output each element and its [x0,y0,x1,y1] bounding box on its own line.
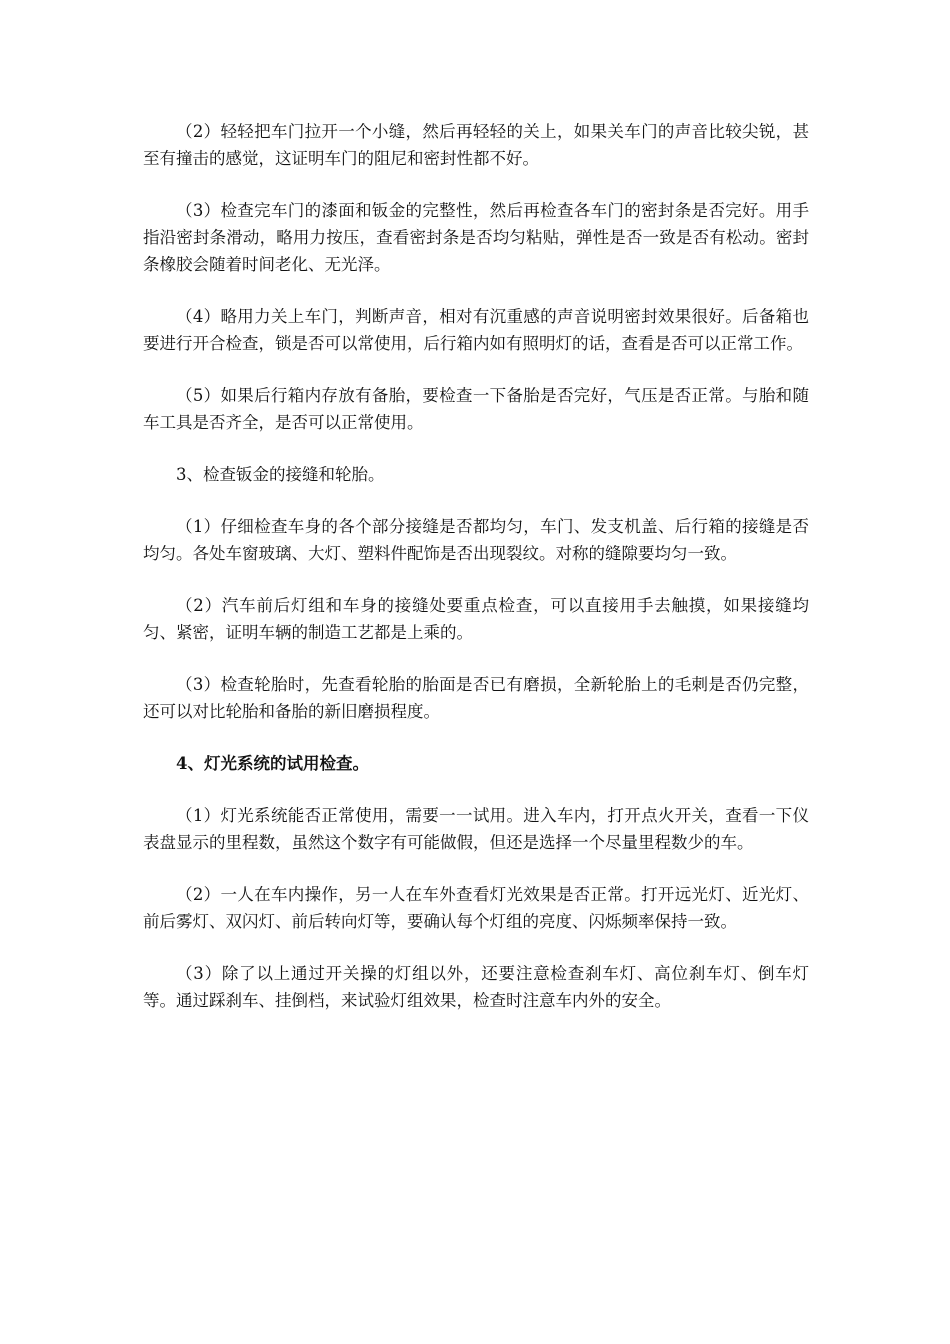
section-heading-lighting: 4、灯光系统的试用检查。 [176,754,369,773]
paragraph-body-seams: （1）仔细检查车身的各个部分接缝是否都均匀，车门、发支机盖、后行箱的接缝是否均匀。各处车窗玻璃、大灯、塑料件配饰是否出现裂纹。对称的缝隙要均匀一致。 [143,517,809,563]
paragraph-trunk-check: （4）略用力关上车门，判断声音，相对有沉重感的声音说明密封效果很好。后备箱也要进行开合检查，锁是否可以常使用，后行箱内如有照明灯的话，查看是否可以正常工作。 [143,307,809,353]
paragraph-lamp-seams: （2）汽车前后灯组和车身的接缝处要重点检查，可以直接用手去触摸，如果接缝均匀、紧密，证明车辆的制造工艺都是上乘的。 [143,596,809,642]
paragraph-door-seal-check: （3）检查完车门的漆面和钣金的完整性，然后再检查各车门的密封条是否完好。用手指沿密封条滑动，略用力按压，查看密封条是否均匀粘贴，弹性是否一致是否有松动。密封条橡胶会随着时间老化、无光泽。 [143,201,809,274]
paragraph-lighting-mileage: （1）灯光系统能否正常使用，需要一一试用。进入车内，打开点火开关，查看一下仪表盘显示的里程数，虽然这个数字有可能做假，但还是选择一个尽量里程数少的车。 [143,806,809,852]
paragraph-door-close-sound: （2）轻轻把车门拉开一个小缝，然后再轻轻的关上，如果关车门的声音比较尖锐，甚至有撞击的感觉，这证明车门的阻尼和密封性都不好。 [143,122,809,168]
document-body [143,118,809,1039]
paragraph-brake-lights: （3）除了以上通过开关操的灯组以外，还要注意检查刹车灯、高位刹车灯、倒车灯等。通过踩刹车、挂倒档，来试验灯组效果，检查时注意车内外的安全。 [143,964,809,1010]
paragraph-spare-tire-check: （5）如果后行箱内存放有备胎，要检查一下备胎是否完好，气压是否正常。与胎和随车工具是否齐全，是否可以正常使用。 [143,386,809,432]
paragraph-lighting-test: （2）一人在车内操作，另一人在车外查看灯光效果是否正常。打开远光灯、近光灯、前后雾灯、双闪灯、前后转向灯等，要确认每个灯组的亮度、闪烁频率保持一致。 [143,885,809,931]
paragraph-tire-check: （3）检查轮胎时，先查看轮胎的胎面是否已有磨损，全新轮胎上的毛刺是否仍完整，还可以对比轮胎和备胎的新旧磨损程度。 [143,675,809,721]
section-heading-seams-tires: 3、检查钣金的接缝和轮胎。 [176,465,385,484]
